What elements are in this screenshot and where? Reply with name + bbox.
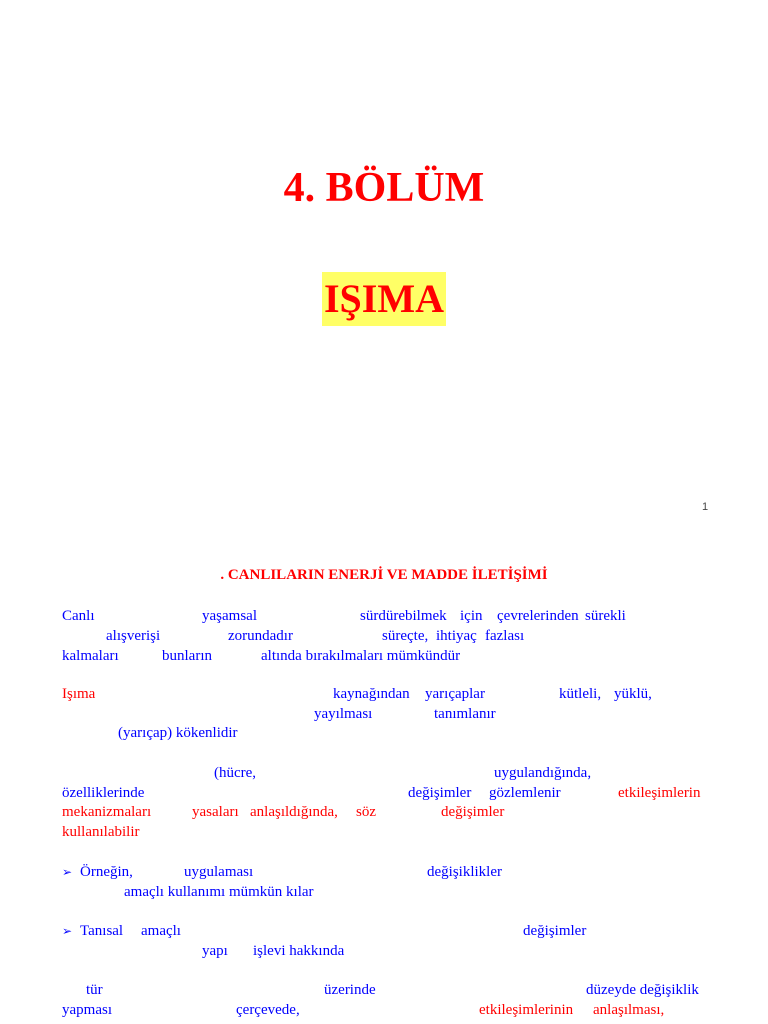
word: süreçte, [382, 628, 429, 644]
word: uygulaması [184, 864, 254, 880]
word: yayılması [314, 706, 373, 722]
word: yapı [202, 943, 228, 959]
word: (hücre, [214, 765, 257, 781]
word: çevrelerinden [497, 608, 579, 624]
topic-title: IŞIMA [322, 272, 446, 326]
word: değişimler [441, 804, 505, 820]
word: altında bırakılmaları mümkündür [261, 648, 461, 664]
word: tanımlanır [434, 706, 496, 722]
word: etkileşimlerin [618, 785, 701, 801]
word: bunların [162, 648, 212, 664]
word: anlaşıldığında, [250, 804, 338, 820]
word: değişiklikler [427, 864, 502, 880]
word: yapması [62, 1002, 112, 1018]
word: anlaşılması, [593, 1002, 665, 1018]
word: uygulandığında, [494, 765, 592, 781]
word: Canlı [62, 608, 95, 624]
word: amaçlı [141, 923, 181, 939]
topic-title-wrapper [0, 272, 768, 326]
word: kullanılabilir [62, 824, 140, 840]
arrow-bullet-icon: ➢ [62, 924, 73, 938]
word: sürekli [585, 608, 626, 624]
word: sürdürebilmek [360, 608, 447, 624]
word: Örneğin, [80, 864, 133, 880]
word: üzerinde [324, 982, 376, 998]
word: etkileşimlerinin [479, 1002, 574, 1018]
word: yüklü, [614, 686, 652, 702]
word: değişimler [523, 923, 587, 939]
word: kalmaları [62, 648, 119, 664]
word: değişimler [408, 785, 472, 801]
word: amaçlı kullanımı mümkün kılar [124, 884, 314, 900]
word: düzeyde değişiklik [586, 982, 699, 998]
word: zorundadır [228, 628, 293, 644]
word: kaynağından [333, 686, 410, 702]
word: işlevi hakkında [253, 943, 345, 959]
word: söz [356, 804, 376, 820]
word: yaşamsal [202, 608, 257, 624]
word: fazlası [485, 628, 525, 644]
word: için [460, 608, 483, 624]
word: yasaları [192, 804, 239, 820]
word: çerçevede, [236, 1002, 300, 1018]
section-heading: . CANLILARIN ENERJİ VE MADDE İLETİŞİMİ [220, 567, 548, 583]
word: Tanısal [80, 923, 124, 939]
word: alışverişi [106, 628, 161, 644]
word: gözlemlenir [489, 785, 561, 801]
chapter-title: 4. BÖLÜM [283, 165, 485, 211]
word: özelliklerinde [62, 785, 145, 801]
word: mekanizmaları [62, 804, 152, 820]
word: kütleli, [559, 686, 602, 702]
word: tür [86, 982, 103, 998]
word: ihtiyaç [436, 628, 477, 644]
word: (yarıçap) kökenlidir [118, 725, 238, 741]
word: Işıma [62, 686, 96, 702]
arrow-bullet-icon: ➢ [62, 865, 73, 879]
word: yarıçaplar [425, 686, 485, 702]
page-number: 1 [702, 501, 709, 513]
